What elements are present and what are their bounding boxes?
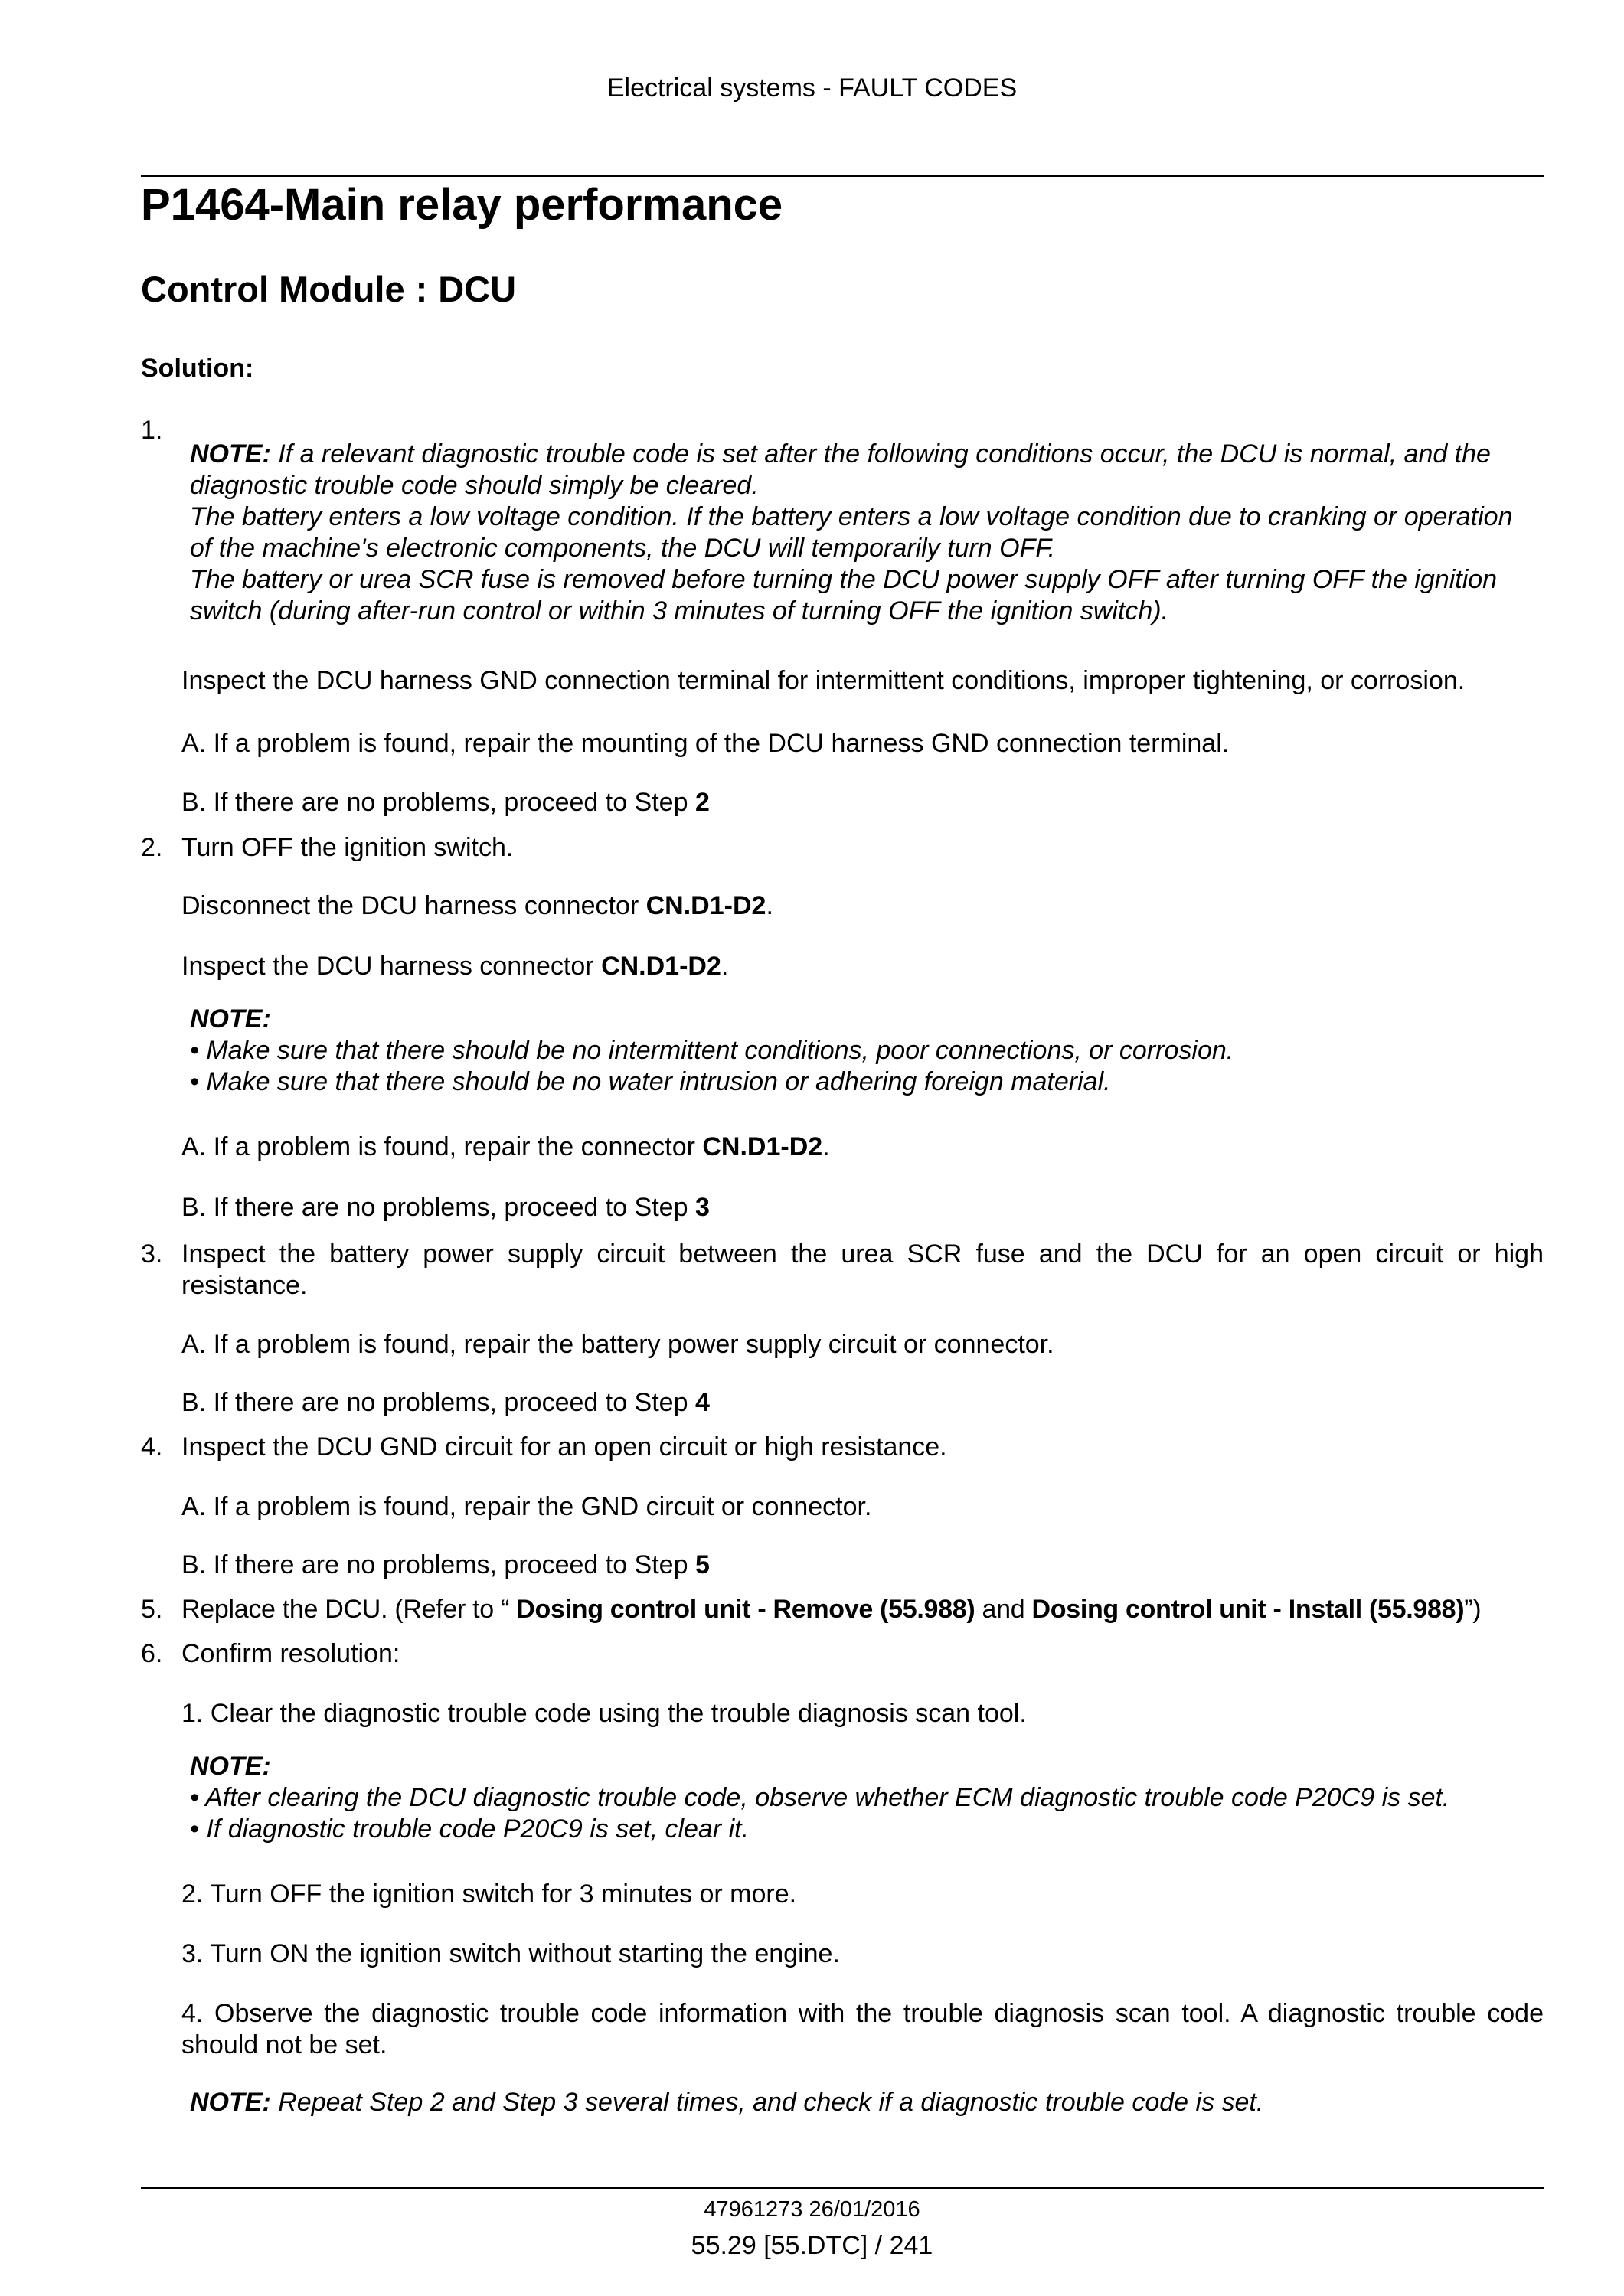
- control-module-value: DCU: [438, 269, 517, 309]
- step-1-note-line-3: The battery enters a low voltage condition. If the battery enters a low voltage condition due to cranking or operation: [190, 502, 1513, 531]
- step-2-note-line-2: • Make sure that there should be no water intrusion or adhering foreign material.: [190, 1067, 1111, 1096]
- final-note-text: Repeat Step 2 and Step 3 several times, and check if a diagnostic trouble code is set.: [270, 2088, 1264, 2117]
- step-2-option-a-text: A. If a problem is found, repair the connector: [181, 1132, 703, 1161]
- step-2-text: Turn OFF the ignition switch.: [181, 833, 514, 862]
- step-1-note-label: NOTE:: [190, 439, 271, 469]
- step-1-note: [190, 439, 1512, 627]
- step-2-disconnect: [181, 890, 773, 922]
- step-5-suffix: ”): [1464, 1595, 1482, 1624]
- step-4-number: 4.: [141, 1432, 163, 1462]
- final-note: [190, 2087, 1263, 2118]
- footer-page-number: 55.29 [55.DTC] / 241: [691, 2231, 933, 2260]
- step-2-inspect-connector: CN.D1-D2: [601, 952, 721, 981]
- control-module-separator: :: [415, 269, 428, 309]
- step-6-note-line-1: • After clearing the DCU diagnostic trouble code, observe whether ECM diagnostic trouble code P20C9 is set.: [190, 1783, 1450, 1812]
- step-6-text: Confirm resolution:: [181, 1639, 400, 1668]
- step-2-note-line-1: • Make sure that there should be no intermittent conditions, poor connections, or corrosion.: [190, 1036, 1234, 1065]
- step-2-inspect-text: Inspect the DCU harness connector: [181, 952, 602, 981]
- step-4-option-b-text: B. If there are no problems, proceed to Step: [181, 1550, 695, 1579]
- step-2-option-b-step: 3: [694, 1193, 710, 1222]
- control-module-line: [141, 268, 516, 310]
- step-1-note-line-6: switch (during after-run control or within 3 minutes of turning OFF the ignition switch).: [190, 596, 1169, 625]
- remove-procedure-link[interactable]: Dosing control unit - Remove (55.988): [516, 1595, 975, 1624]
- step-2-option-a-period: .: [822, 1132, 830, 1161]
- solution-label: Solution:: [141, 354, 254, 383]
- control-module-label: Control Module: [141, 269, 405, 309]
- step-6-substep-2: 2. Turn OFF the ignition switch for 3 minutes or more.: [181, 1880, 797, 1909]
- step-3-line-2: resistance.: [181, 1271, 308, 1300]
- step-2-note-label: NOTE:: [190, 1004, 271, 1034]
- step-4-option-a: A. If a problem is found, repair the GND circuit or connector.: [181, 1492, 872, 1521]
- step-2-option-b-text: B. If there are no problems, proceed to Step: [181, 1193, 695, 1222]
- step-1-number: 1.: [141, 416, 163, 445]
- step-1-inspect: Inspect the DCU harness GND connection terminal for intermittent conditions, improper tightening, or corrosion.: [181, 666, 1466, 695]
- step-3-text: [181, 1239, 1544, 1302]
- step-4-text: Inspect the DCU GND circuit for an open circuit or high resistance.: [181, 1432, 947, 1462]
- footer-doc-code: 47961273 26/01/2016: [704, 2197, 920, 2222]
- step-3-option-b-text: B. If there are no problems, proceed to Step: [181, 1388, 695, 1417]
- step-1-note-line-5: The battery or urea SCR fuse is removed before turning the DCU power supply OFF after turning OFF the ignition: [190, 565, 1498, 594]
- step-2-inspect: [181, 951, 728, 982]
- step-6-substep-1: 1. Clear the diagnostic trouble code using the trouble diagnosis scan tool.: [181, 1699, 1027, 1728]
- step-1-note-line-2: diagnostic trouble code should simply be cleared.: [190, 471, 759, 500]
- step-6-substep-4: [181, 1998, 1544, 2061]
- step-2-disconnect-connector: CN.D1-D2: [645, 891, 766, 920]
- step-5-and: and: [975, 1595, 1032, 1624]
- step-2-option-a-connector: CN.D1-D2: [702, 1132, 823, 1161]
- step-2-option-b: [181, 1192, 710, 1223]
- header-rule: [141, 175, 1544, 177]
- final-note-label: NOTE:: [190, 2088, 271, 2117]
- install-procedure-link[interactable]: Dosing control unit - Install (55.988): [1031, 1595, 1465, 1624]
- step-1-option-b-step: 2: [694, 788, 710, 817]
- step-3-option-b: [181, 1387, 710, 1419]
- step-4-option-b: [181, 1550, 710, 1581]
- step-6-note-line-2: • If diagnostic trouble code P20C9 is set, clear it.: [190, 1814, 750, 1844]
- step-2-inspect-period: .: [721, 952, 729, 981]
- step-5-text: [181, 1594, 1481, 1625]
- step-3-option-b-step: 4: [694, 1388, 710, 1417]
- step-2-number: 2.: [141, 833, 163, 862]
- step-6-substep-3: 3. Turn ON the ignition switch without starting the engine.: [181, 1939, 840, 1968]
- step-6-substep-4-line-1: 4. Observe the diagnostic trouble code information with the trouble diagnosis scan tool. A diagnostic trouble code: [181, 1999, 1544, 2028]
- step-3-option-a: A. If a problem is found, repair the battery power supply circuit or connector.: [181, 1330, 1054, 1359]
- page-title: P1464-Main relay performance: [141, 180, 783, 230]
- running-header: Electrical systems - FAULT CODES: [606, 73, 1018, 103]
- step-6-note: [190, 1751, 1449, 1845]
- step-2-disconnect-text: Disconnect the DCU harness connector: [181, 891, 646, 920]
- step-2-option-a: [181, 1132, 830, 1163]
- step-6-note-label: NOTE:: [190, 1752, 271, 1781]
- step-1-option-b: [181, 787, 710, 818]
- step-1-option-a: A. If a problem is found, repair the mounting of the DCU harness GND connection terminal.: [181, 729, 1230, 758]
- step-2-note: [190, 1004, 1234, 1098]
- step-5-number: 5.: [141, 1595, 163, 1624]
- step-2-disconnect-period: .: [766, 891, 773, 920]
- step-6-number: 6.: [141, 1639, 163, 1668]
- footer-rule: [141, 2187, 1544, 2189]
- step-1-note-line-1: If a relevant diagnostic trouble code is set after the following conditions occur, the DCU is normal, and the: [270, 439, 1491, 469]
- step-3-number: 3.: [141, 1239, 163, 1269]
- step-1-note-line-4: of the machine's electronic components, the DCU will temporarily turn OFF.: [190, 534, 1056, 563]
- step-4-option-b-step: 5: [694, 1550, 710, 1579]
- step-6-substep-4-line-2: should not be set.: [181, 2030, 387, 2059]
- step-5-prefix: Replace the DCU. (Refer to “: [181, 1595, 517, 1624]
- step-1-option-b-text: B. If there are no problems, proceed to Step: [181, 788, 695, 817]
- step-3-line-1: Inspect the battery power supply circuit between the urea SCR fuse and the DCU for an open circuit or high: [181, 1239, 1544, 1269]
